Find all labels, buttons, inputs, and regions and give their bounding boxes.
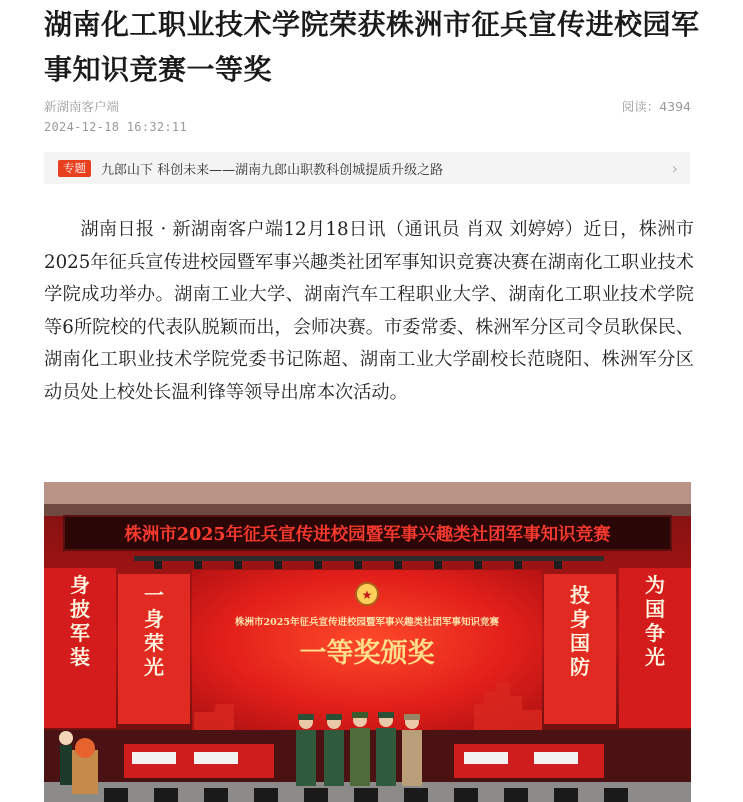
screen-subtitle: 株洲市2025年征兵宣传进校园暨军事兴趣类社团军事知识竞赛 (235, 617, 499, 628)
article-meta (44, 97, 691, 137)
article-paragraph: 湖南日报 · 新湖南客户端12月18日讯（通讯员 肖双 刘婷婷）近日，株洲市2025年征兵宣传进校园暨军事兴趣类社团军事知识竞赛决赛在湖南化工职业技术学院成功举办。湖南工业大学、湖南汽车工程职业大学、湖南化工职业技术学院等6所院校的代表队脱颖而出，会师决赛。市委常委、株洲军分区司令员耿保民、湖南化工职业技术学院党委书记陈超、湖南工业大学副校长范晓阳、株洲军分区动员处上校处长温利锋等领导出席本次活动。 (44, 219, 694, 403)
screen-main-title: 一等奖颁奖 (299, 638, 435, 669)
chevron-right-icon: › (671, 158, 678, 178)
read-count: 阅读：4394 (621, 99, 691, 114)
left-panel-slogan-1: 身披军装 (70, 573, 90, 669)
topic-tag: 专题 (58, 160, 91, 177)
topic-link[interactable] (44, 152, 690, 184)
article-source[interactable]: 新湖南客户端 (44, 99, 120, 114)
right-panel-slogan-1: 投身国防 (570, 583, 590, 679)
left-panel-slogan-2: 一身荣光 (144, 583, 164, 679)
top-banner-text: 株洲市2025年征兵宣传进校园暨军事兴趣类社团军事知识竞赛 (124, 525, 611, 545)
article-title: 湖南化工职业技术学院荣获株洲市征兵宣传进校园军事知识竞赛一等奖 (44, 8, 700, 86)
topic-text: 九郎山下 科创未来——湖南九郎山职教科创城提质升级之路 (101, 162, 444, 178)
right-panel-slogan-2: 为国争光 (645, 573, 665, 669)
event-photo (44, 482, 691, 802)
svg-text:★: ★ (361, 588, 373, 602)
publish-datetime: 2024-12-18 16:32:11 (44, 120, 187, 134)
